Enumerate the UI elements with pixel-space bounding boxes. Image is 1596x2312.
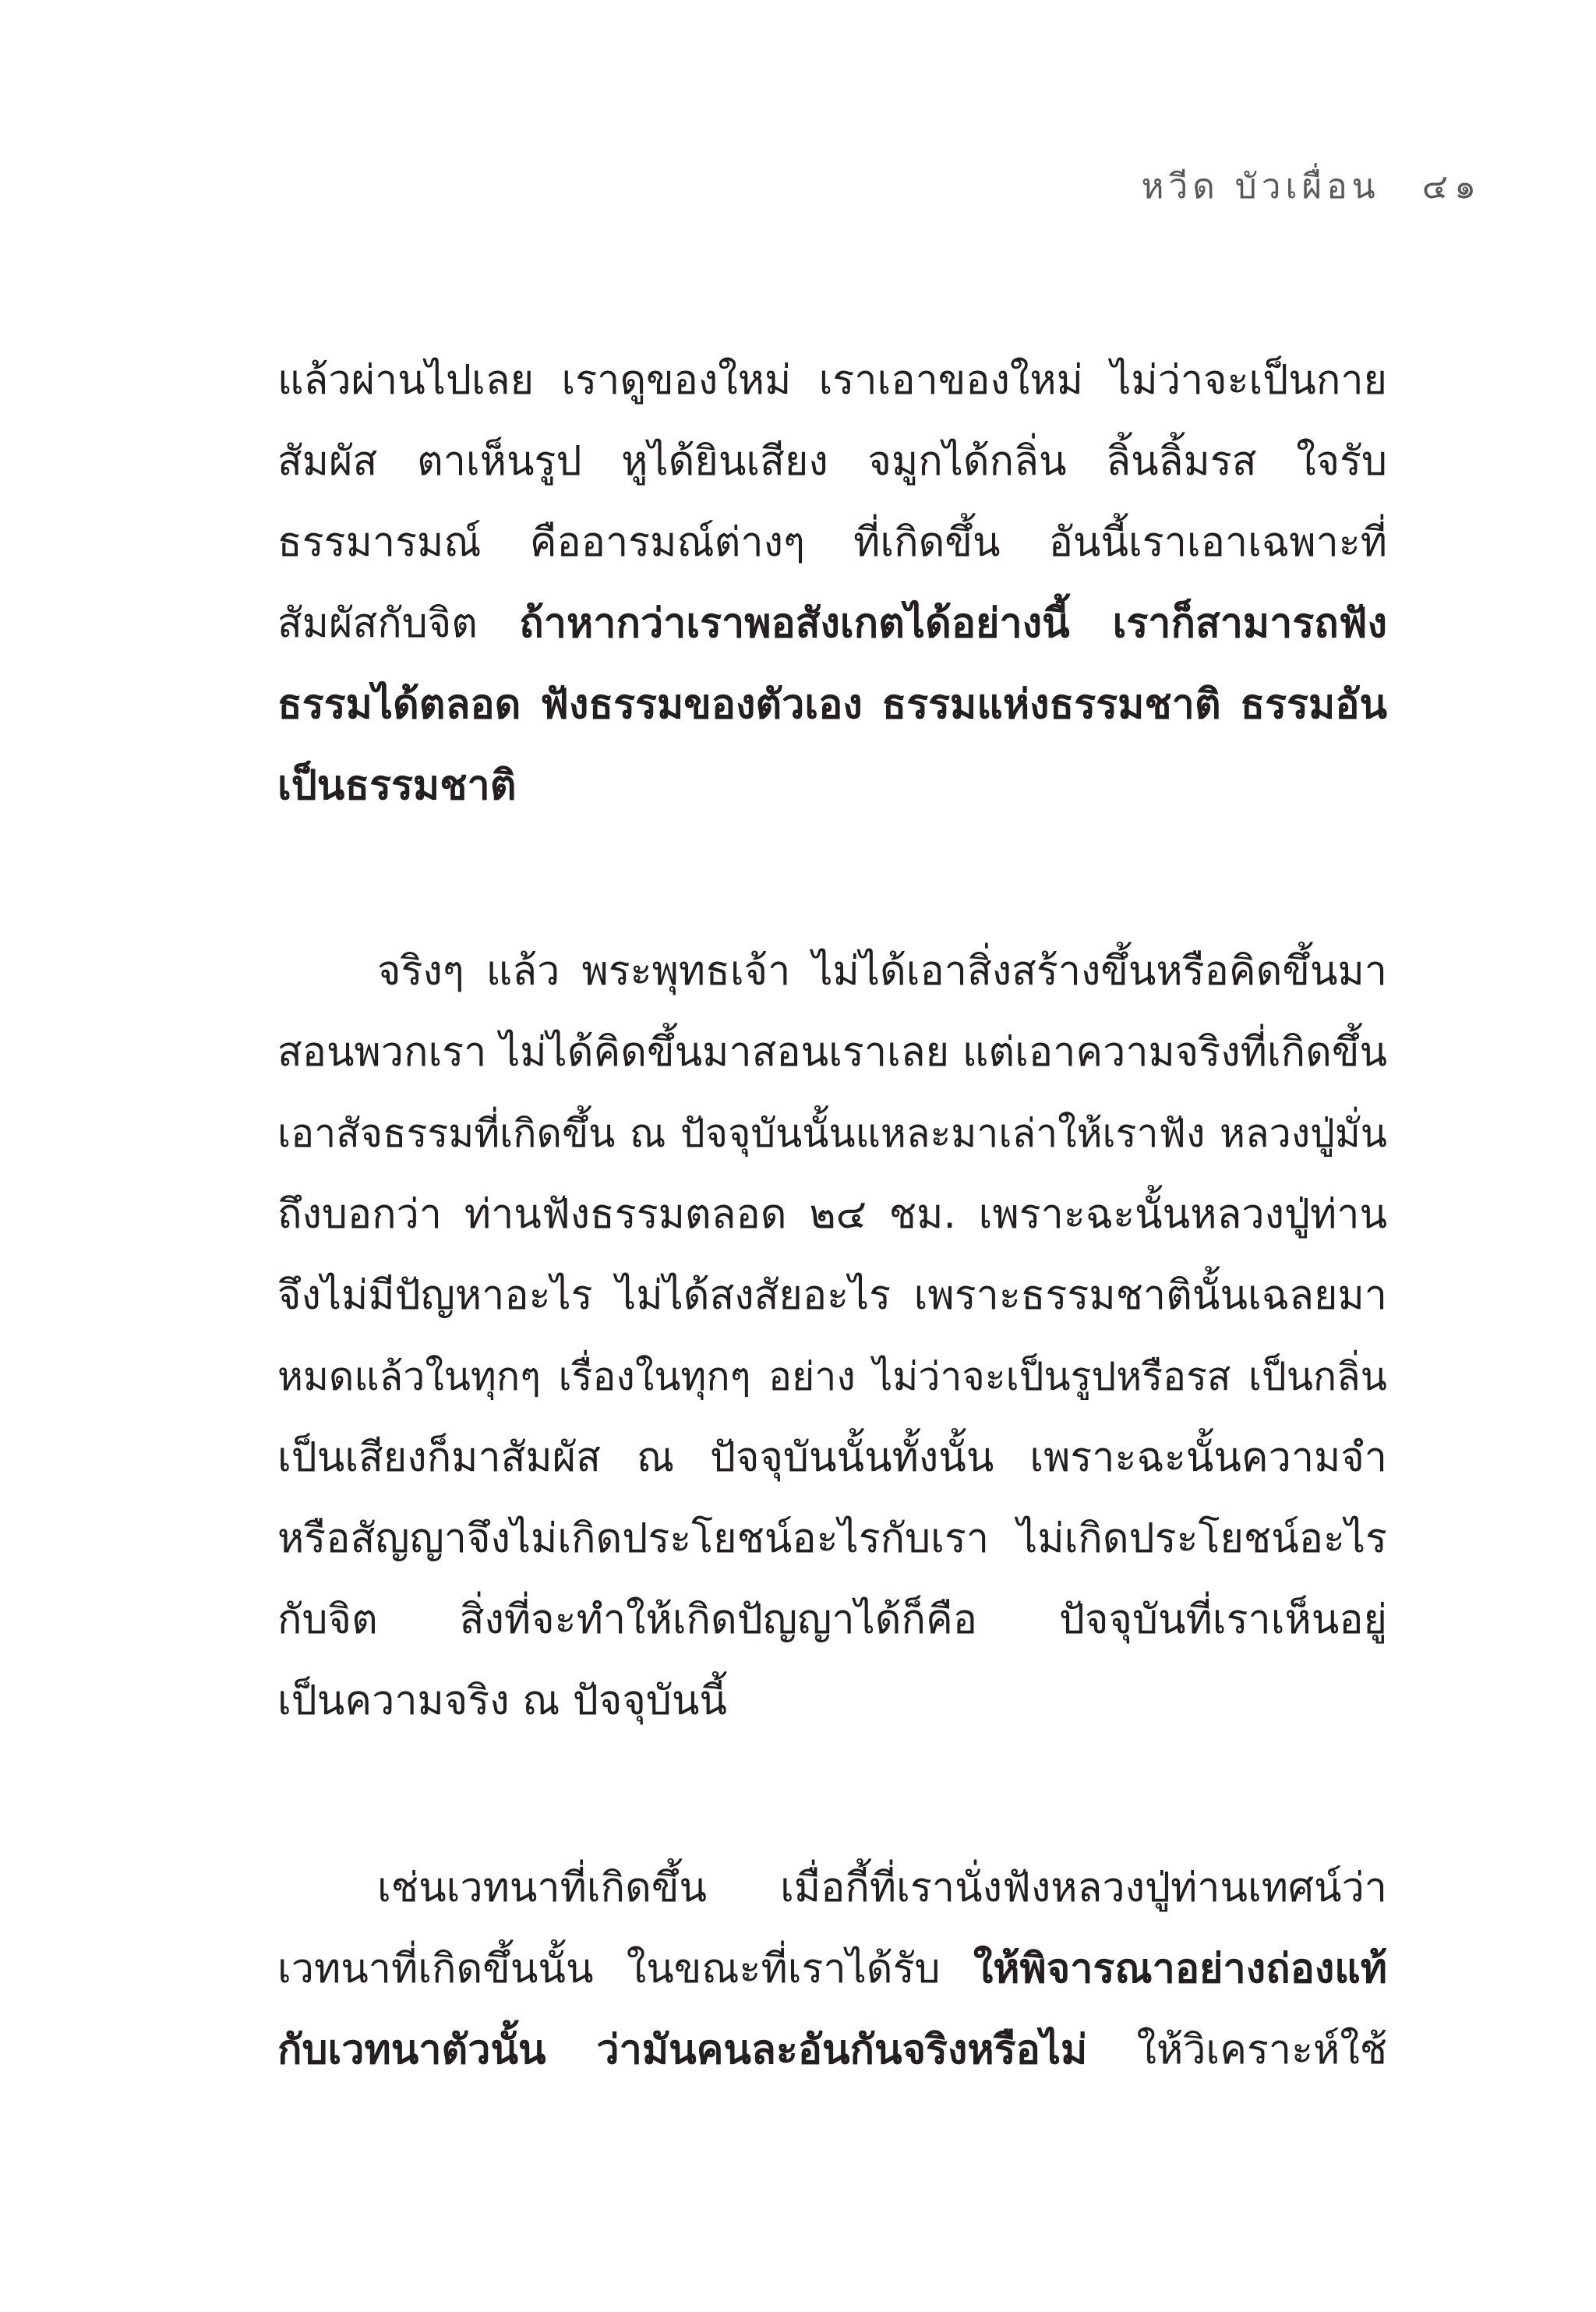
text-segment: เวทนาที่เกิดขึ้นนั้น ในขณะที่เราได้รับ (277, 1946, 973, 1992)
text-line (277, 1093, 1387, 1174)
text-line (277, 1928, 1387, 2010)
text-segment: ธรรมารมณ์ คืออารมณ์ต่างๆ ที่เกิดขึ้น อันนี้เราเอาเฉพาะที่ (277, 519, 1387, 566)
text-segment: หมดแล้วในทุกๆ เรื่องในทุกๆ อย่าง ไม่ว่าจะเป็นรูปหรือรส เป็นกลิ่น (277, 1354, 1387, 1399)
text-line (277, 1847, 1387, 1928)
bold-text-segment: เป็นธรรมชาติ (277, 762, 517, 809)
text-line (277, 1336, 1387, 1417)
text-line (277, 664, 1387, 745)
text-line (277, 1498, 1387, 1579)
text-segment: สัมผัส ตาเห็นรูป หูได้ยินเสียง จมูกได้กลิ่น ลิ้นลิ้มรส ใจรับ (277, 438, 1387, 485)
text-segment: หรือสัญญาจึงไม่เกิดประโยชน์อะไรกับเรา ไม่เกิดประโยชน์อะไร (277, 1515, 1387, 1562)
text-segment: แล้วผ่านไปเลย เราดูของใหม่ เราเอาของใหม่ ไม่ว่าจะเป็นกาย (277, 357, 1387, 404)
running-header (1142, 159, 1482, 214)
text-line (277, 421, 1387, 502)
text-segment: ให้วิเคราะห์ใช้ (1087, 2027, 1387, 2073)
text-segment: เช่นเวทนาที่เกิดขึ้น เมื่อกี้ที่เรานั่งฟังหลวงปู่ท่านเทศน์ว่า (377, 1865, 1387, 1911)
text-line (277, 583, 1387, 664)
page-number: ๔๑ (1421, 167, 1482, 207)
text-segment: จริงๆ แล้ว พระพุทธเจ้า ไม่ได้เอาสิ่งสร้างขึ้นหรือคิดขึ้นมา (377, 948, 1387, 995)
text-line (277, 931, 1387, 1012)
bold-text-segment: ถ้าหากว่าเราพอสังเกตได้อย่างนี้ เราก็สามารถฟัง (519, 600, 1387, 647)
text-line (277, 1579, 1387, 1660)
text-line (277, 1255, 1387, 1336)
text-segment: จึงไม่มีปัญหาอะไร ไม่ได้สงสัยอะไร เพราะธรรมชาตินั้นเฉลยมา (277, 1272, 1387, 1319)
text-line (277, 1174, 1387, 1255)
text-segment: เป็นเสียงก็มาสัมผัส ณ ปัจจุบันนั้นทั้งนั้น เพราะฉะนั้นความจำ (277, 1434, 1387, 1481)
text-line (277, 1660, 1387, 1741)
text-line (277, 502, 1387, 583)
text-line (277, 340, 1387, 421)
text-segment: เป็นความจริง ณ ปัจจุบันนี้ (277, 1677, 727, 1724)
text-segment: สอนพวกเรา ไม่ได้คิดขึ้นมาสอนเราเลย แต่เอาความจริงที่เกิดขึ้น (277, 1029, 1387, 1076)
text-line (277, 1417, 1387, 1498)
bold-text-segment: ให้พิจารณาอย่างถ่องแท้ (973, 1946, 1387, 1992)
header-author: หวีด บัวเผื่อน (1141, 167, 1380, 207)
text-line (277, 1012, 1387, 1093)
bold-text-segment: กับเวทนาตัวนั้น ว่ามันคนละอันกันจริงหรือไม่ (277, 2027, 1088, 2073)
text-segment: เอาสัจธรรมที่เกิดขึ้น ณ ปัจจุบันนั้นแหละมาเล่าให้เราฟัง หลวงปู่มั่น (277, 1111, 1387, 1156)
text-segment: สัมผัสกับจิต (277, 600, 520, 647)
text-segment: กับจิต สิ่งที่จะทำให้เกิดปัญญาได้ก็คือ ปัจจุบันที่เราเห็นอยู่ (277, 1596, 1387, 1643)
bold-text-segment: ธรรมได้ตลอด ฟังธรรมของตัวเอง ธรรมแห่งธรรมชาติ ธรรมอัน (277, 681, 1387, 728)
text-line (277, 2010, 1387, 2091)
text-line (277, 745, 1387, 826)
text-segment: ถึงบอกว่า ท่านฟังธรรมตลอด ๒๔ ชม. เพราะฉะนั้นหลวงปู่ท่าน (277, 1191, 1387, 1238)
